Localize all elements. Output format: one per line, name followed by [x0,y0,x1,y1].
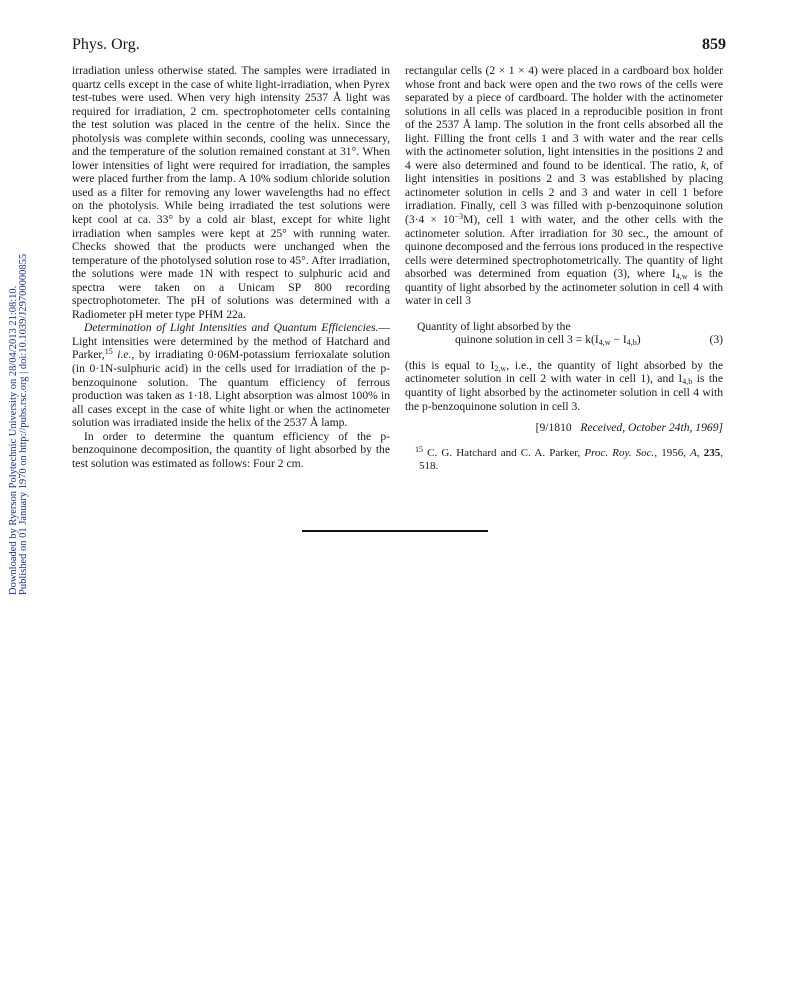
equation-text: quinone solution in cell 3 = k(I [455,333,599,347]
ref-year: , 1956, [654,446,691,459]
text-segment: —Light intensities were determined by the method of Hatchard and Parker, [72,321,390,362]
text-segment: is the quantity of light absorbed by the actinometer solution in cell 4 with water in cell 3 [405,267,723,308]
paragraph-equation-note [405,359,723,413]
equation-number: (3) [709,333,723,347]
reference-marker: 15 [104,347,113,357]
paragraph-light-intensities [72,321,390,429]
download-notice [2,0,28,1008]
ref-volume: 235 [703,446,721,459]
paragraph-quantum-efficiency: In order to determine the quantum efficiency of the p-benzoquinone decomposition, the quantity of light absorbed by the test solution was estimated as follows: Four 2 cm. [72,429,390,470]
text-segment: , of light intensities in positions 2 and 3 was established by placing actinometer solution in cells 2 and 3 and water in cell 1 before irradiation. Finally, cell 3 was filled with p-benzoquinone solution (3·4 × 10 [405,158,723,227]
subscript: 4,w [675,272,688,282]
equation-text: ) [636,333,641,347]
right-column [405,64,723,474]
text-segment: rectangular cells (2 × 1 × 4) were placed in a cardboard box holder whose front and back were open and the two rows of the cells were separated by a piece of cardboard. The holder with the actinometer solutions in all cells was placed in a reproducible position in front of the 2537 Å lamp. The solution in the front cells absorbed all the light. Filling the front cells 1 and 3 with water and the rear cells with the actinometer solution, light intensities in the positions 2 and 4 were also determined and found to be identical. The ratio, [405,64,723,172]
exponent: −3 [454,212,464,222]
text-segment: , i.e., the quantity of light absorbed by the actinometer solution in cell 2 with water in cell 1), and I [405,358,723,386]
manuscript-id: [9/1810 [535,421,572,435]
ref-journal: Proc. Roy. Soc. [584,446,655,459]
equation-line: Quantity of light absorbed by the [417,319,571,333]
paragraph-cell-setup [405,64,723,308]
received-date [405,421,723,435]
section-heading: Determination of Light Intensities and Quantum Efficiencies. [84,321,379,335]
download-line: Downloaded by Ryerson Polytechnic University on 28/04/2013 21:08:10. [8,285,19,595]
left-column [72,64,390,470]
equation-3 [405,320,723,347]
reference-number: 15 [415,444,423,454]
subscript: 4,b [626,338,637,348]
text-segment: (this is equal to I [405,358,495,372]
equation-line [405,333,723,347]
running-head: Phys. Org. [72,36,140,53]
subscript: 4,w [598,338,611,348]
text-segment: , [696,446,704,459]
text-segment: is the quantity of light absorbed by the actinometer solution in cell 4 with the p-benzoquinone solution in cell 3. [405,372,723,413]
published-doi-line: Published on 01 January 1970 on http://pubs.rsc.org | doi:10.1039/J29700000855 [18,253,29,595]
ref-authors: C. G. Hatchard and C. A. Parker, [423,446,585,459]
text-segment: M), cell 1 with water, and the other cells with the actinometer solution. After irradiation for 30 sec., the amount of quinone decomposed and the ferrous ions produced in the respective cells were determined spectrophotometrically. The quantity of light absorbed was determined from equation (3), where I [405,213,724,281]
end-rule [302,530,488,532]
paragraph-irradiation: irradiation unless otherwise stated. The samples were irradiated in quartz cells except in the case of white light-irradiation, when Pyrex test-tubes were used. When very high intensity 2537 Å light was required for irradiation, 2 cm. spectrophotometer cells containing the test solution was placed in the centre of the helix. Since the photolysis was complete within seconds, cooling was unnecessary, and the temperature of the solution remained constant at 31°. When lower intensities of light were required for irradiation, the samples were placed further from the lamp. A 10% sodium chloride solution used as a filter for removing any lower wavelengths had no effect on the photolysis. While being irradiated the test solutions were kept cool at ca. 33° by a cold air blast, except for white light irradiation when samples were kept at 25° with running water. Checks showed that the products were unchanged when the temperature of the photolysed solution rose to 45°. After irradiation, the solutions were made 1N with respect to sulphuric acid and spectra were taken on a Unicam SP 800 recording spectrophotometer. The pH of solutions was determined with a Radiometer pH meter type PHM 22a. [72,64,390,321]
text-segment: , by irradiating 0·06M-potassium ferrioxalate solution (in 0·1N-sulphuric acid) in the cells used for irradiation of the p-benzoquinone solution. The quantum efficiency of ferrous production was taken as 1·18. Light absorption was almost 100% in all cases except in the case of white light or when the actinometer solution was irradiated inside the helix of the 2537 Å lamp. [72,348,391,430]
page-number: 859 [702,36,726,53]
subscript: 4,b [682,377,693,387]
equation-text: − I [610,333,627,347]
ref-series: A [690,446,697,459]
symbol-k: k [700,158,707,172]
ref-pages: , 518. [419,446,724,473]
received-text: Received, October 24th, 1969] [580,421,723,435]
reference-15 [405,444,724,474]
subscript: 2,w [494,363,507,373]
text-segment: i.e. [117,348,132,362]
